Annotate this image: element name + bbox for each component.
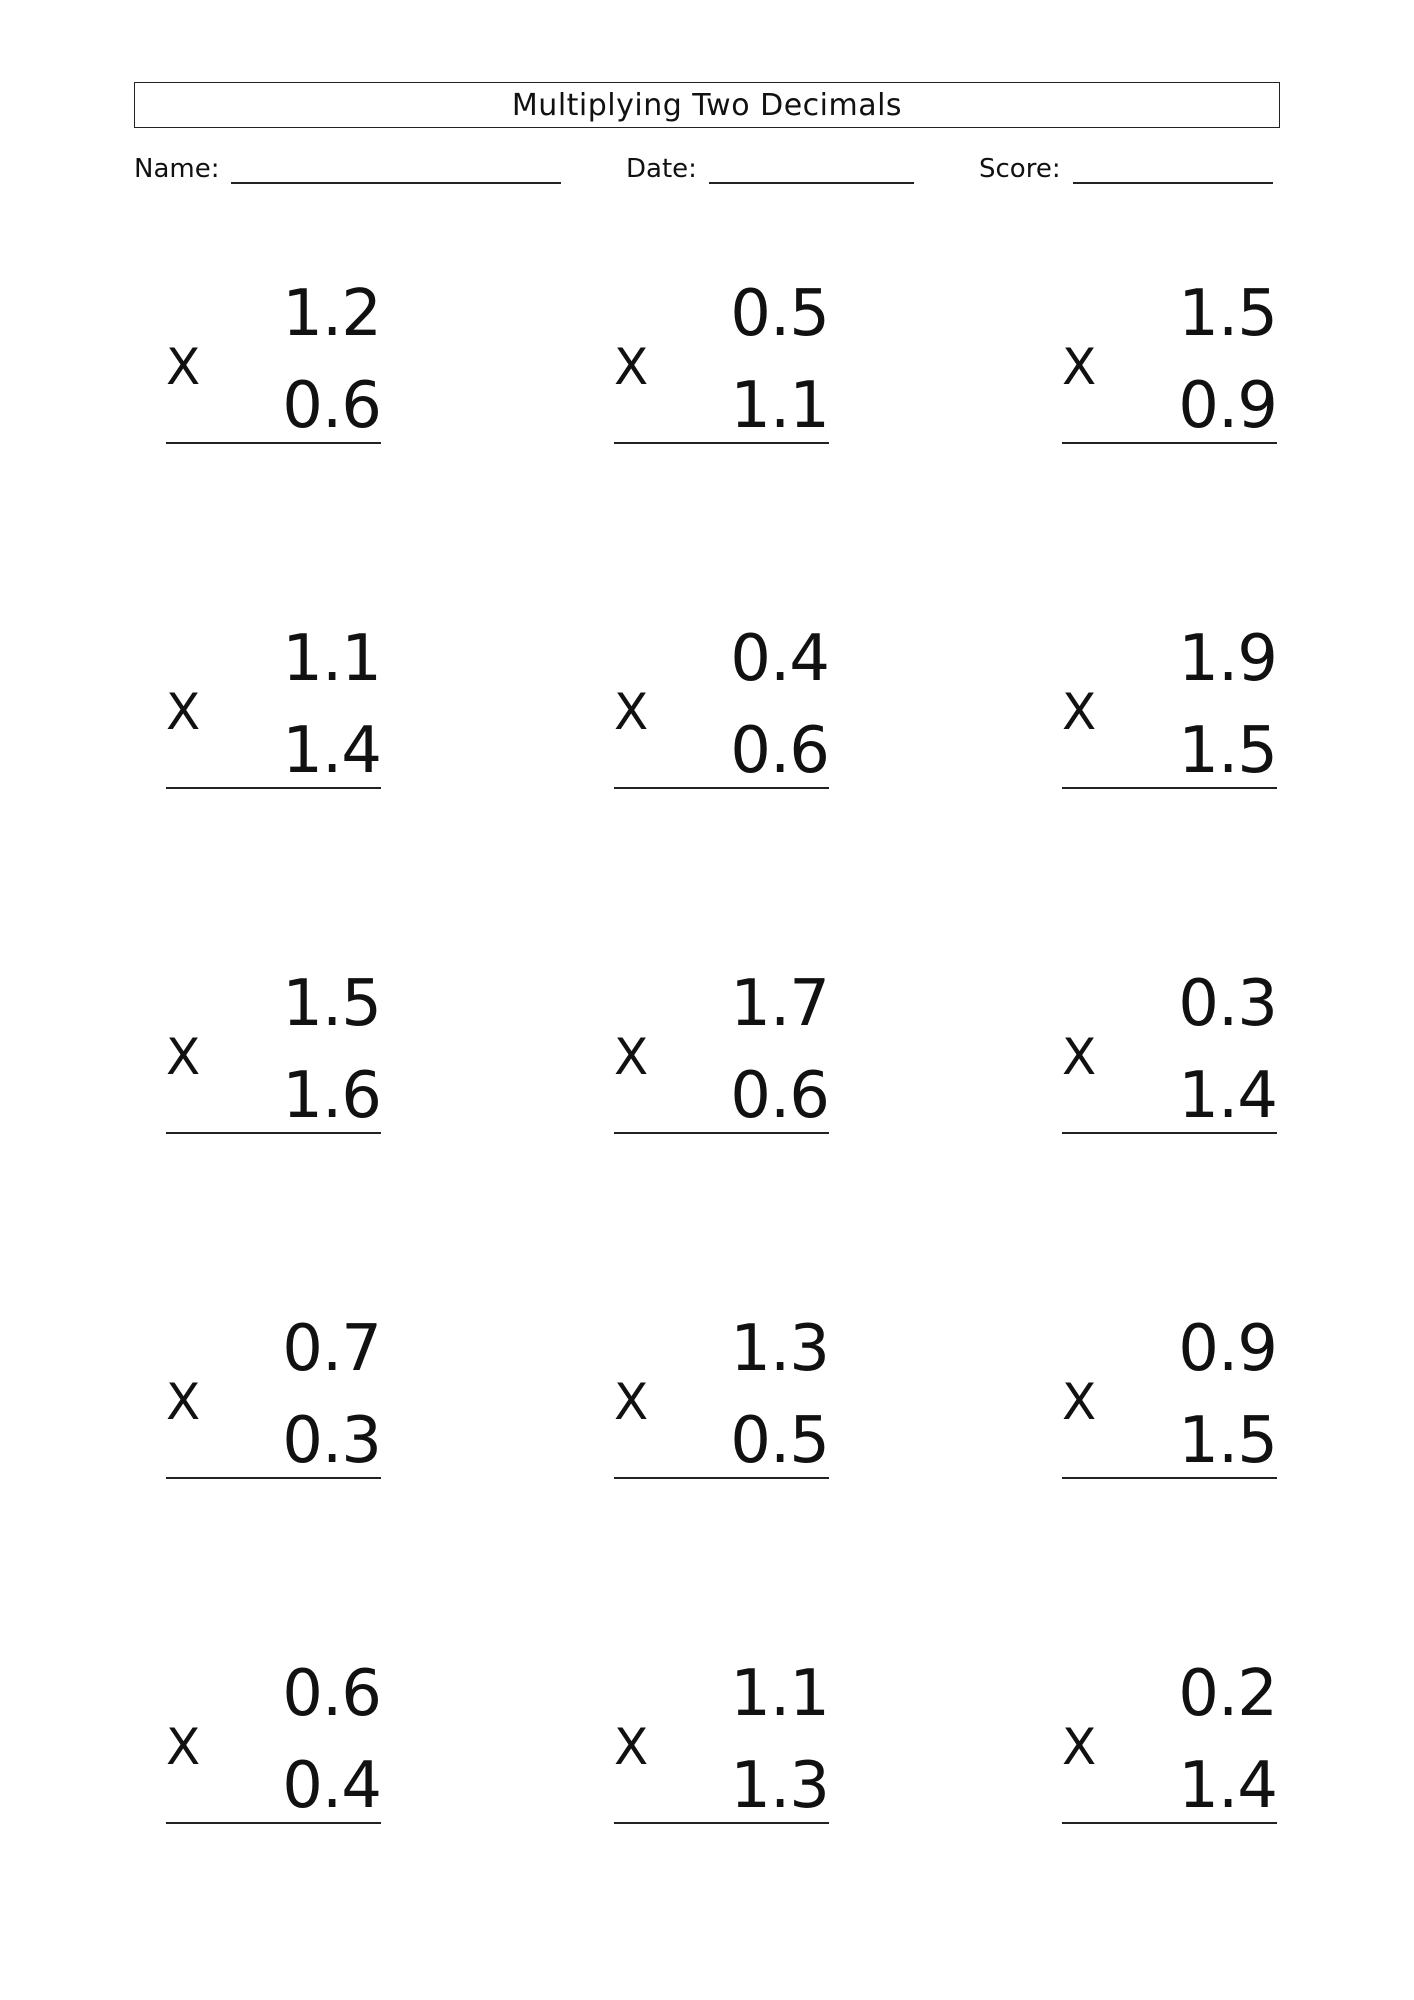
problem-10 bbox=[166, 1312, 381, 1507]
multiplicand: 0.5 bbox=[730, 277, 829, 351]
multiplier: 0.6 bbox=[282, 369, 381, 443]
multiplier: 1.5 bbox=[1178, 714, 1277, 788]
problem-7 bbox=[166, 967, 381, 1162]
page-title: Multiplying Two Decimals bbox=[511, 87, 903, 123]
answer-line[interactable] bbox=[1062, 1477, 1277, 1479]
multiplicand: 0.6 bbox=[282, 1657, 381, 1731]
problem-9 bbox=[1062, 967, 1277, 1162]
multiplicand: 1.9 bbox=[1178, 622, 1277, 696]
problem-12 bbox=[1062, 1312, 1277, 1507]
multiply-sign: X bbox=[1062, 1028, 1097, 1086]
multiplier: 1.4 bbox=[1178, 1749, 1277, 1823]
multiplier: 1.3 bbox=[730, 1749, 829, 1823]
answer-line[interactable] bbox=[166, 1132, 381, 1134]
problem-3 bbox=[1062, 277, 1277, 472]
multiplier: 1.6 bbox=[282, 1059, 381, 1133]
multiplier: 0.4 bbox=[282, 1749, 381, 1823]
multiplicand: 0.4 bbox=[730, 622, 829, 696]
answer-line[interactable] bbox=[1062, 1132, 1277, 1134]
answer-line[interactable] bbox=[614, 1477, 829, 1479]
multiply-sign: X bbox=[166, 1028, 201, 1086]
multiplicand: 1.1 bbox=[282, 622, 381, 696]
multiplicand: 1.3 bbox=[730, 1312, 829, 1386]
multiplier: 1.4 bbox=[282, 714, 381, 788]
answer-line[interactable] bbox=[166, 1477, 381, 1479]
problem-13 bbox=[166, 1657, 381, 1852]
multiplicand: 1.1 bbox=[730, 1657, 829, 1731]
multiply-sign: X bbox=[166, 1718, 201, 1776]
multiply-sign: X bbox=[614, 338, 649, 396]
multiply-sign: X bbox=[1062, 683, 1097, 741]
multiplicand: 0.2 bbox=[1178, 1657, 1277, 1731]
multiply-sign: X bbox=[166, 338, 201, 396]
problem-15 bbox=[1062, 1657, 1277, 1852]
multiply-sign: X bbox=[1062, 1373, 1097, 1431]
multiplier: 1.4 bbox=[1178, 1059, 1277, 1133]
multiply-sign: X bbox=[614, 1718, 649, 1776]
multiplier: 0.5 bbox=[730, 1404, 829, 1478]
problem-8 bbox=[614, 967, 829, 1162]
multiply-sign: X bbox=[614, 1028, 649, 1086]
multiplicand: 0.9 bbox=[1178, 1312, 1277, 1386]
multiplicand: 0.3 bbox=[1178, 967, 1277, 1041]
multiply-sign: X bbox=[166, 683, 201, 741]
answer-line[interactable] bbox=[166, 442, 381, 444]
date-label: Date: bbox=[626, 154, 697, 184]
multiply-sign: X bbox=[1062, 338, 1097, 396]
answer-line[interactable] bbox=[1062, 1822, 1277, 1824]
problem-14 bbox=[614, 1657, 829, 1852]
answer-line[interactable] bbox=[614, 1822, 829, 1824]
answer-line[interactable] bbox=[614, 442, 829, 444]
multiply-sign: X bbox=[614, 683, 649, 741]
multiply-sign: X bbox=[614, 1373, 649, 1431]
multiplicand: 1.2 bbox=[282, 277, 381, 351]
answer-line[interactable] bbox=[166, 1822, 381, 1824]
name-label: Name: bbox=[134, 154, 220, 184]
problem-4 bbox=[166, 622, 381, 817]
multiply-sign: X bbox=[1062, 1718, 1097, 1776]
multiply-sign: X bbox=[166, 1373, 201, 1431]
answer-line[interactable] bbox=[166, 787, 381, 789]
problem-1 bbox=[166, 277, 381, 472]
answer-line[interactable] bbox=[1062, 442, 1277, 444]
problem-5 bbox=[614, 622, 829, 817]
multiplier: 1.1 bbox=[730, 369, 829, 443]
answer-line[interactable] bbox=[614, 1132, 829, 1134]
multiplier: 0.6 bbox=[730, 1059, 829, 1133]
problem-2 bbox=[614, 277, 829, 472]
multiplier: 0.3 bbox=[282, 1404, 381, 1478]
answer-line[interactable] bbox=[1062, 787, 1277, 789]
score-label: Score: bbox=[979, 154, 1061, 184]
answer-line[interactable] bbox=[614, 787, 829, 789]
multiplier: 0.6 bbox=[730, 714, 829, 788]
multiplier: 1.5 bbox=[1178, 1404, 1277, 1478]
multiplicand: 1.5 bbox=[282, 967, 381, 1041]
multiplicand: 1.5 bbox=[1178, 277, 1277, 351]
multiplicand: 0.7 bbox=[282, 1312, 381, 1386]
multiplier: 0.9 bbox=[1178, 369, 1277, 443]
multiplicand: 1.7 bbox=[730, 967, 829, 1041]
problem-11 bbox=[614, 1312, 829, 1507]
problem-6 bbox=[1062, 622, 1277, 817]
